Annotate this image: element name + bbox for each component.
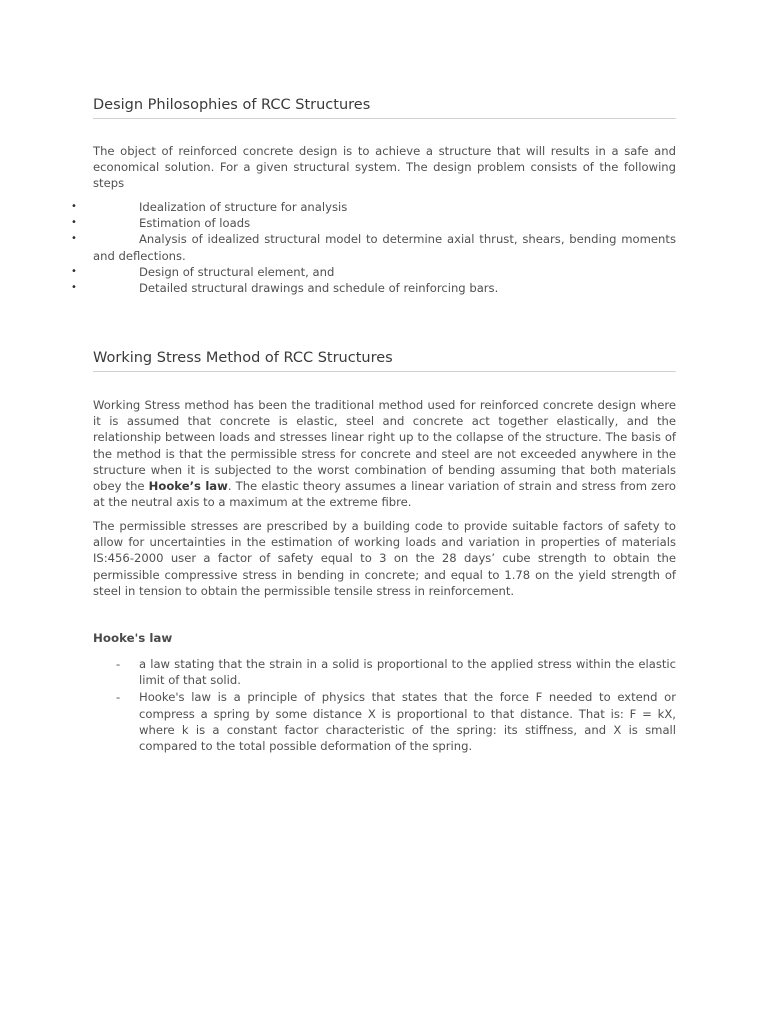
bullet-icon: •: [71, 201, 77, 212]
bullet-icon: •: [71, 217, 77, 229]
list-item: - a law stating that the strain in a solid is proportional to the applied stress within the elastic limit of that solid.: [116, 657, 676, 688]
list-item: - Hooke's law is a principle of physics that states that the force F needed to extend or compress a spring by some distance X is proportional to that distance. That is: F = kX, where k is a constant factor characteristic of the spring: its stiffness, and X is small compared to the total possible deformation of the spring.: [116, 690, 676, 754]
list-item: • Idealization of structure for analysis: [71, 200, 348, 214]
dash-bullet-icon: -: [116, 657, 121, 671]
intro-paragraph: The object of reinforced concrete design is to achieve a structure that will results in a safe and economical solution. For a given structural system. The design problem consists of the following steps: [93, 144, 676, 191]
design-steps-list: [71, 199, 676, 296]
bullet-icon: •: [71, 265, 77, 277]
list-item: • Estimation of loads: [71, 216, 251, 231]
section-heading-working-stress: Working Stress Method of RCC Structures: [93, 348, 676, 372]
hookes-law-heading: Hooke's law: [93, 631, 173, 645]
working-stress-paragraph: Working Stress method has been the traditional method used for reinforced concrete design where it is assumed that concrete is elastic, steel and concrete act together elastically, and the relationship between loads and stresses linear right up to the collapse of the structure. The basis of the method is that the permissible stress for concrete and steel are not exceeded anywhere in the structure when it is subjected to the worst combination of bending assuming that both materials obey the Hooke’s law. The elastic theory assumes a linear variation of strain and stress from zero at the neutral axis to a maximum at the extreme fibre.: [93, 398, 676, 510]
dash-bullet-icon: -: [116, 690, 121, 705]
list-item: • Detailed structural drawings and schedule of reinforcing bars.: [71, 281, 499, 296]
list-item: • Design of structural element, and: [71, 264, 335, 279]
hookes-law-bold: Hooke’s law: [148, 479, 228, 494]
section-heading-design-philosophies: Design Philosophies of RCC Structures: [93, 95, 676, 119]
hookes-law-list: [116, 656, 676, 755]
bullet-icon: •: [71, 233, 77, 245]
permissible-stresses-paragraph: The permissible stresses are prescribed by a building code to provide suitable factors of safety to allow for uncertainties in the estimation of working loads and variation in properties of materials IS:456-2000 user a factor of safety equal to 3 on the 28 days’ cube strength to obtain the permissible compressive stress in bending in concrete; and equal to 1.78 on the yield strength of steel in tension to obtain the permissible tensile stress in reinforcement.: [93, 519, 676, 598]
bullet-icon: •: [71, 282, 77, 294]
list-item: • Analysis of idealized structural model to determine axial thrust, shears, bending moments and deflections.: [71, 232, 676, 263]
